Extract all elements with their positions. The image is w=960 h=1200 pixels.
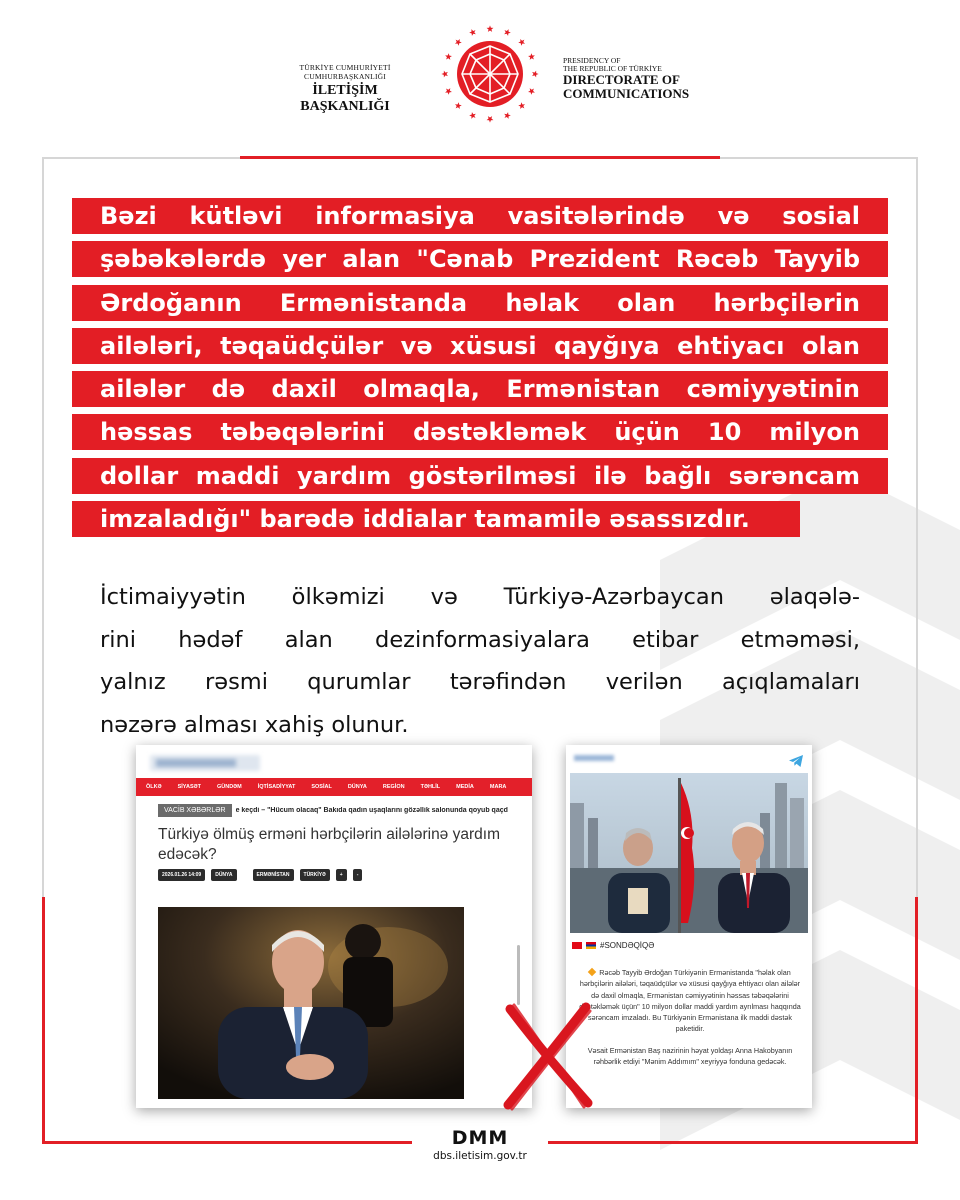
dmm-footer bbox=[424, 1128, 536, 1162]
headline-line: ailələr də daxil olmaqla, Ermənistan cəmiyyətinin bbox=[100, 375, 860, 404]
paragraph-line: İctimaiyyətin ölkəmizi və Türkiyə-Azərbaycan əlaqələ- bbox=[100, 584, 860, 610]
paragraph-line: yalnız rəsmi qurumlar tərəfindən verilən açıqlamaları bbox=[100, 669, 860, 695]
header-right-title bbox=[563, 57, 733, 101]
headline-row bbox=[72, 328, 888, 364]
header-right-big-1: DIRECTORATE OF bbox=[563, 72, 680, 87]
post-text-2: Vəsait Ermənistan Baş nazirinin həyat yoldaşı Anna Hakobyanın rəhbərlik etdiyi "Mənim Addımım" xeyriyyə fonduna gedəcək. bbox=[587, 1045, 793, 1067]
emblem-star bbox=[518, 102, 525, 109]
article-photo bbox=[158, 907, 464, 1099]
paragraph-line: rini hədəf alan dezinformasiyalara etibar etməməsi, bbox=[100, 626, 860, 653]
post-photo bbox=[570, 773, 808, 933]
site-nav-bar bbox=[136, 778, 532, 796]
header-right-small-2: THE REPUBLIC OF TÜRKİYE bbox=[563, 64, 662, 73]
headline-line: imzaladığı" barədə iddialar tamamilə əsassızdır. bbox=[100, 505, 750, 534]
nav-item: SİYASƏT bbox=[177, 784, 201, 790]
meta-date: 2026.01.26 14:09 bbox=[158, 869, 205, 881]
header-right-big-2: COMMUNICATIONS bbox=[563, 86, 690, 101]
post-text-1: Rəcəb Tayyib Ərdoğan Türkiyənin Ermənistanda "həlak olan hərbçilərin ailələri, təqaüdçülər və xüsusi qayğıya ehtiyacı olan ailələr də daxil olmaqla, Ermənistan cəmiyyətinin həssas təbəqələrini dəstəkləmək üçün" 10 milyon dollar maddi yardım ayrılması haqqında sərəncam imzaladı. Bu Türkiyənin Ermənistana ilk maddi dəstək paketidir. bbox=[579, 968, 801, 1034]
font-minus: - bbox=[353, 869, 363, 881]
headline-row bbox=[72, 198, 888, 234]
headline-row bbox=[72, 241, 888, 277]
nav-item: TƏHLİL bbox=[420, 784, 441, 790]
emblem-star bbox=[445, 53, 452, 60]
emblem-star bbox=[504, 112, 511, 119]
headline-line: dollar maddi yardım göstərilməsi ilə bağlı sərəncam bbox=[100, 461, 860, 490]
nav-item: MARA bbox=[489, 784, 507, 790]
nav-item: ÖLKƏ bbox=[146, 784, 162, 790]
armenia-flag-icon bbox=[586, 942, 596, 949]
news-site-screenshot bbox=[136, 745, 532, 1108]
frame-bottom-red-right bbox=[548, 1141, 918, 1144]
emblem-star bbox=[504, 29, 511, 36]
headline-row bbox=[72, 414, 888, 450]
header-left-title bbox=[270, 63, 420, 115]
headline-line: həssas təbəqələrini dəstəkləmək üçün 10 milyon bbox=[100, 418, 860, 447]
post-hashtag: #SONDƏQİQƏ bbox=[600, 941, 655, 950]
article-title: Türkiyə ölmüş erməni hərbçilərin ailələrinə yardım edəcək? bbox=[158, 826, 500, 863]
diamond-bullet-icon bbox=[588, 968, 596, 976]
headline-block bbox=[72, 198, 888, 544]
font-plus: + bbox=[336, 869, 347, 881]
telegram-post-screenshot bbox=[566, 745, 812, 1108]
turkey-flag-icon bbox=[572, 942, 582, 949]
frame-left-red bbox=[42, 897, 45, 1144]
emblem-star bbox=[469, 112, 476, 119]
emblem-star bbox=[528, 53, 535, 60]
headline-line: ailələri, təqaüdçülər və xüsusi qayğıya ehtiyacı olan bbox=[100, 331, 860, 360]
emblem-star bbox=[455, 102, 462, 109]
frame-top-red bbox=[240, 156, 720, 159]
paragraph-line: nəzərə alması xahiş olunur. bbox=[100, 711, 409, 738]
article-meta bbox=[158, 869, 362, 881]
headline-row bbox=[72, 501, 888, 537]
headline-line: şəbəkələrdə yer alan "Cənab Prezident Rəcəb Tayyib bbox=[100, 245, 860, 274]
nav-item: REGİON bbox=[382, 784, 405, 790]
frame-bottom-red-left bbox=[42, 1141, 412, 1144]
meta-tag: TÜRKİYƏ bbox=[300, 869, 330, 881]
breaking-news-ticker: e keçdi – "Hücum olacaq" Bakıda qadın uşaqlarını gözəllik salonunda qoyub qaçd bbox=[235, 806, 508, 814]
dmm-logo: DMM bbox=[451, 1127, 509, 1149]
blurred-site-logo bbox=[150, 755, 260, 771]
frame-left-gray bbox=[42, 157, 44, 897]
emblem-star bbox=[532, 71, 539, 78]
breaking-news-tag: VACİB XƏBƏRLƏR bbox=[158, 804, 232, 817]
footer-url[interactable]: dbs.iletisim.gov.tr bbox=[433, 1150, 527, 1162]
meta-category: DÜNYA bbox=[211, 869, 236, 881]
emblem-star bbox=[487, 116, 494, 123]
emblem-star bbox=[487, 25, 494, 32]
emblem-star bbox=[441, 71, 448, 78]
nav-item: GÜNDƏM bbox=[216, 784, 242, 790]
header-right-small-1: PRESIDENCY OF bbox=[563, 56, 621, 65]
post-tags bbox=[572, 941, 654, 950]
telegram-icon bbox=[788, 753, 804, 769]
emblem-star bbox=[518, 39, 525, 46]
nav-item: MEDİA bbox=[456, 784, 474, 790]
body-paragraph bbox=[100, 576, 860, 746]
header-left-big: İLETİŞİM BAŞKANLIĞI bbox=[300, 83, 390, 114]
breaking-news-bar bbox=[158, 803, 532, 817]
nav-item: DÜNYA bbox=[347, 784, 367, 790]
false-claim-cross-icon bbox=[500, 995, 596, 1115]
presidency-emblem-icon bbox=[440, 24, 540, 124]
post-body bbox=[576, 967, 804, 1077]
frame-top-gray-right bbox=[720, 157, 918, 159]
nav-item: İQTİSADİYYAT bbox=[257, 784, 296, 790]
frame-top-gray-left bbox=[42, 157, 240, 159]
blurred-channel-name bbox=[574, 755, 614, 761]
headline-line: Bəzi kütləvi informasiya vasitələrində və sosial bbox=[100, 202, 860, 230]
headline-row bbox=[72, 285, 888, 321]
meta-tag: ERMƏNİSTAN bbox=[253, 869, 294, 881]
frame-right-red bbox=[915, 897, 918, 1144]
emblem-star bbox=[469, 29, 476, 36]
headline-row bbox=[72, 371, 888, 407]
header-left-small: TÜRKİYE CUMHURİYETİ CUMHURBAŞKANLIĞI bbox=[299, 63, 391, 81]
frame-right-gray bbox=[916, 157, 918, 897]
headline-line: Ərdoğanın Ermənistanda həlak olan hərbçilərin bbox=[100, 288, 860, 317]
emblem-star bbox=[455, 39, 462, 46]
headline-row bbox=[72, 458, 888, 494]
emblem-star bbox=[445, 88, 452, 95]
emblem-star bbox=[528, 88, 535, 95]
nav-item: SOSİAL bbox=[311, 784, 332, 790]
